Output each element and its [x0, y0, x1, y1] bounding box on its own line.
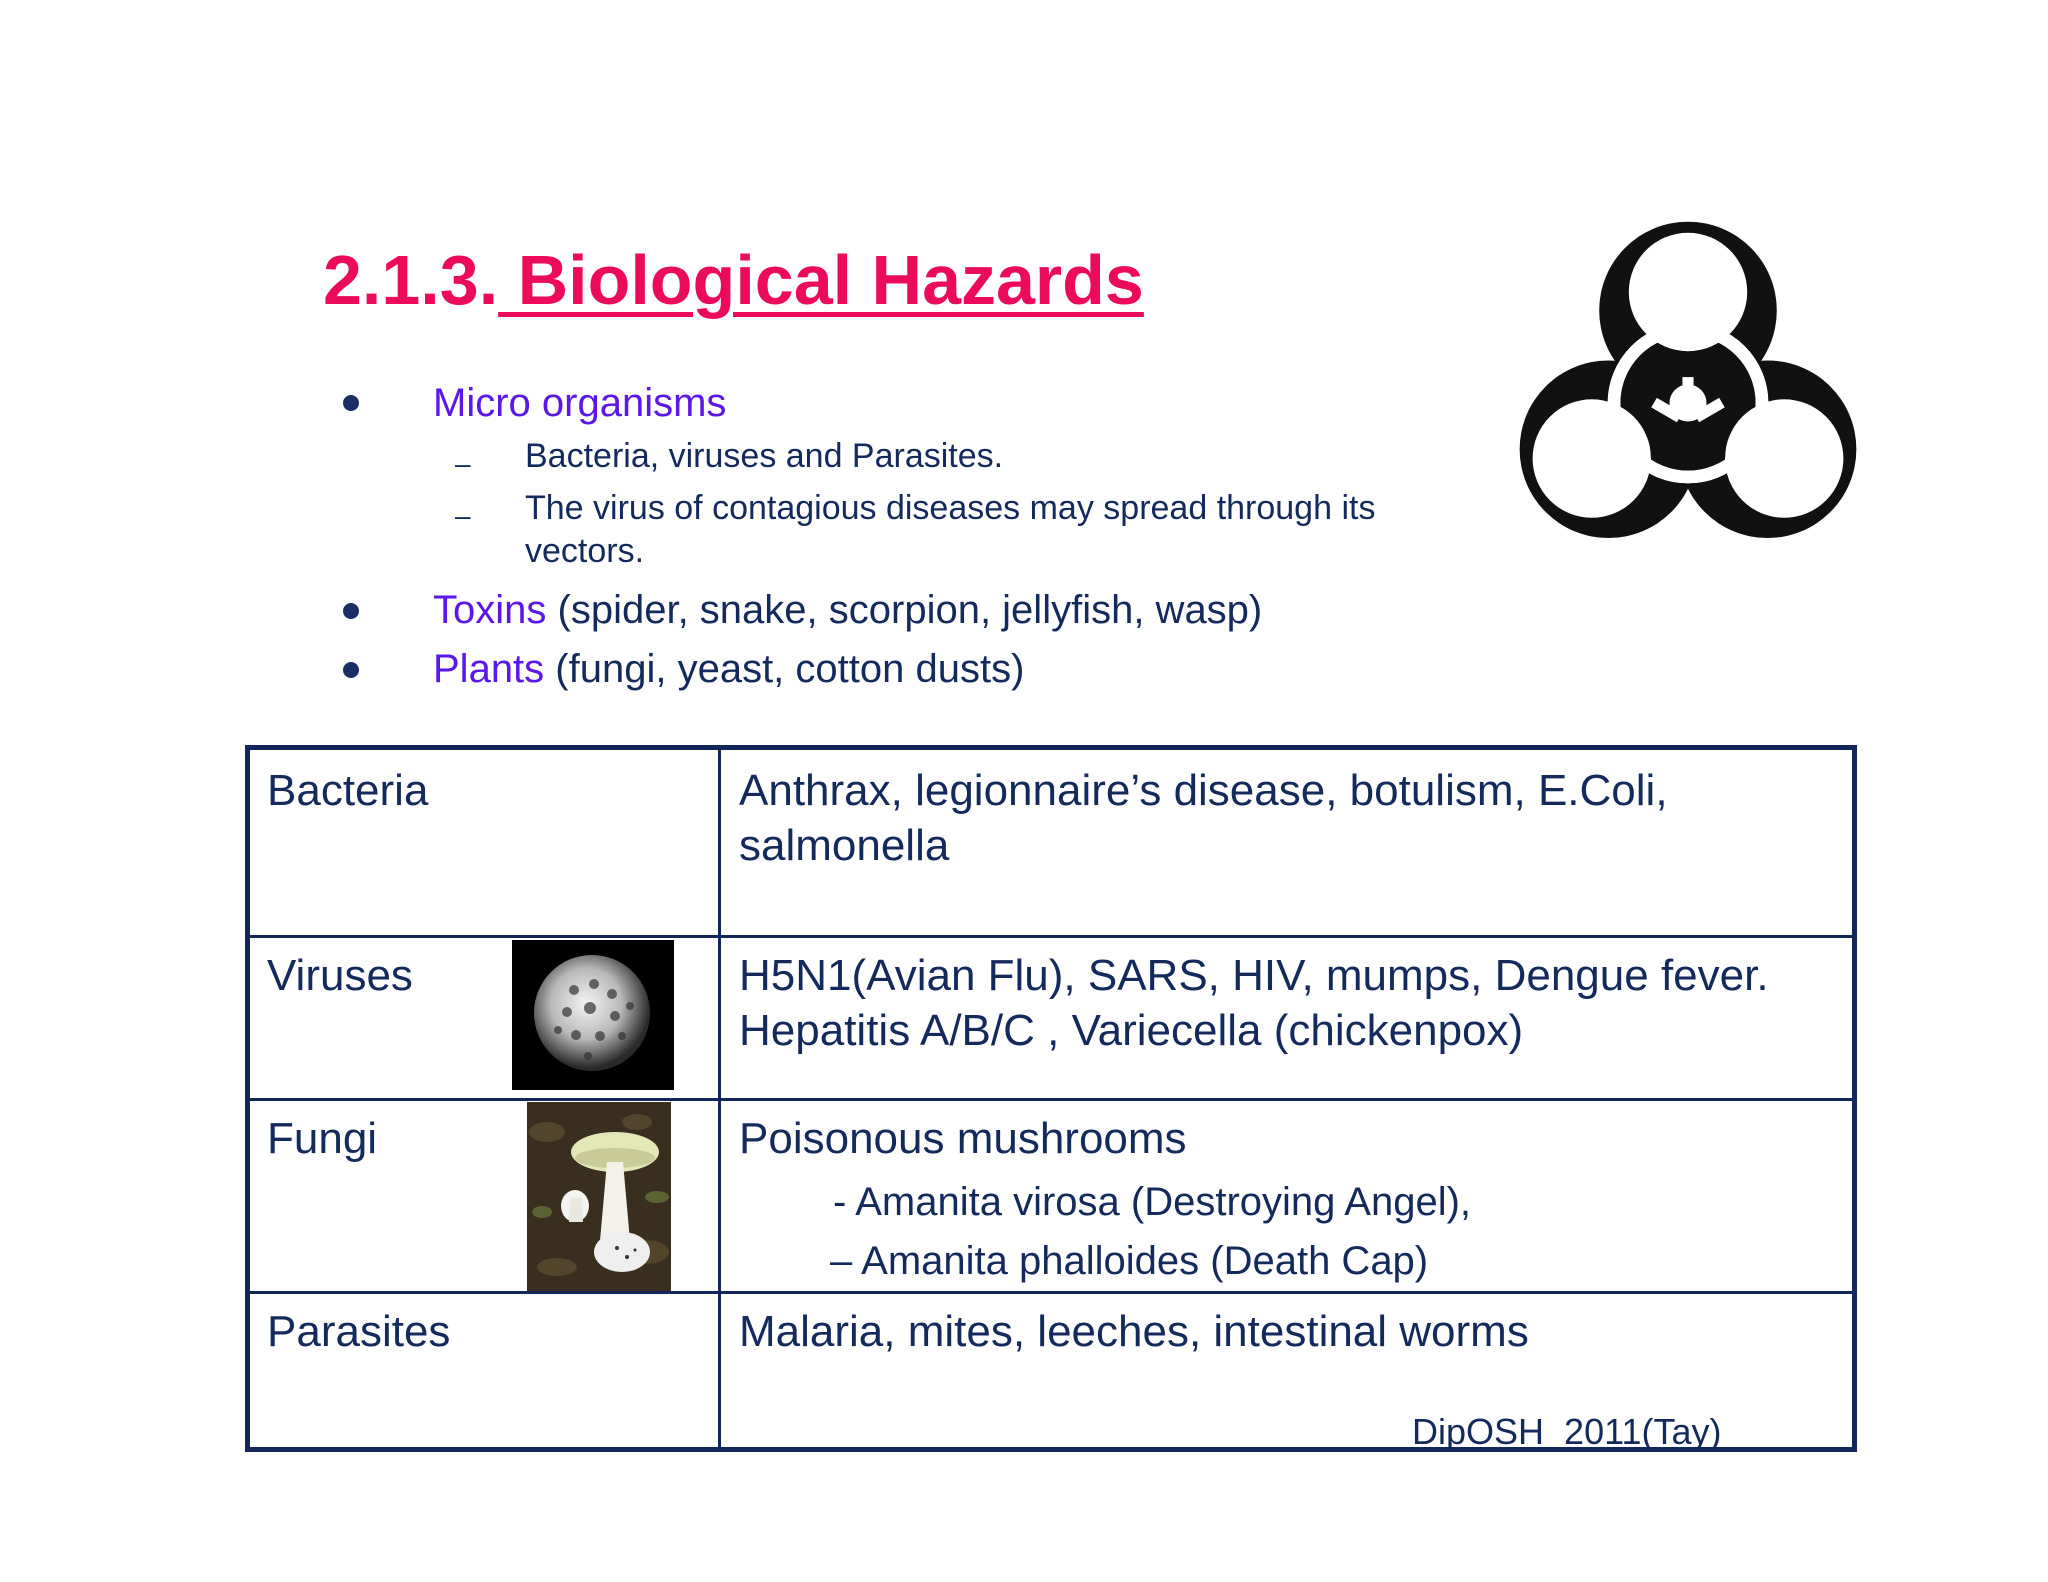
table-cell-subitem: - Amanita virosa (Destroying Angel),	[833, 1180, 1472, 1224]
bullet-rest: (fungi, yeast, cotton dusts)	[544, 647, 1025, 691]
table-cell-examples: Anthrax, legionnaire’s disease, botulism, E.Coli,	[739, 766, 1668, 815]
table-cell-category: Bacteria	[267, 766, 429, 815]
bullet-item-micro-organisms	[433, 383, 726, 423]
bullet-label: Toxins	[433, 588, 547, 632]
bullet-dot	[343, 662, 359, 678]
bullet-dot	[343, 603, 359, 619]
mushroom-image	[527, 1102, 671, 1291]
table-cell-examples: Malaria, mites, leeches, intestinal worms	[739, 1307, 1529, 1356]
hazards-table	[245, 745, 1857, 1452]
bullet-rest: (spider, snake, scorpion, jellyfish, wasp)	[546, 588, 1263, 632]
table-cell-subitem: – Amanita phalloides (Death Cap)	[830, 1239, 1429, 1283]
slide-title	[323, 241, 1144, 319]
table-cell-examples: H5N1(Avian Flu), SARS, HIV, mumps, Dengue fever.	[739, 951, 1769, 1000]
title-label: Biological Hazards	[498, 241, 1144, 319]
bullet-item-plants	[433, 649, 1024, 689]
sub-bullet-text: The virus of contagious diseases may spread through its vectors.	[525, 489, 1376, 570]
table-cell-examples: Poisonous mushrooms	[739, 1114, 1187, 1163]
footer-credit: DipOSH_2011(Tay)	[1412, 1411, 1722, 1452]
sub-dash: –	[455, 448, 471, 479]
bullet-dot	[343, 395, 359, 411]
sub-dash: –	[455, 500, 471, 531]
table-cell-examples: Hepatitis A/B/C , Variecella (chickenpox)	[739, 1006, 1524, 1055]
bullet-label: Micro organisms	[433, 381, 727, 425]
table-cell-category: Viruses	[267, 951, 413, 1000]
table-cell-category: Fungi	[267, 1114, 378, 1163]
title-number: 2.1.3.	[323, 241, 499, 319]
table-cell-category: Parasites	[267, 1307, 451, 1356]
table-cell-examples: salmonella	[739, 821, 950, 870]
virus-image	[512, 940, 674, 1090]
row-divider	[250, 1291, 1852, 1294]
biohazard-icon	[1495, 218, 1881, 588]
row-divider	[250, 1098, 1852, 1101]
row-divider	[250, 935, 1852, 938]
bullet-label: Plants	[433, 647, 545, 691]
bullet-item-toxins	[433, 590, 1262, 630]
sub-bullet-text: Bacteria, viruses and Parasites.	[525, 437, 1004, 475]
